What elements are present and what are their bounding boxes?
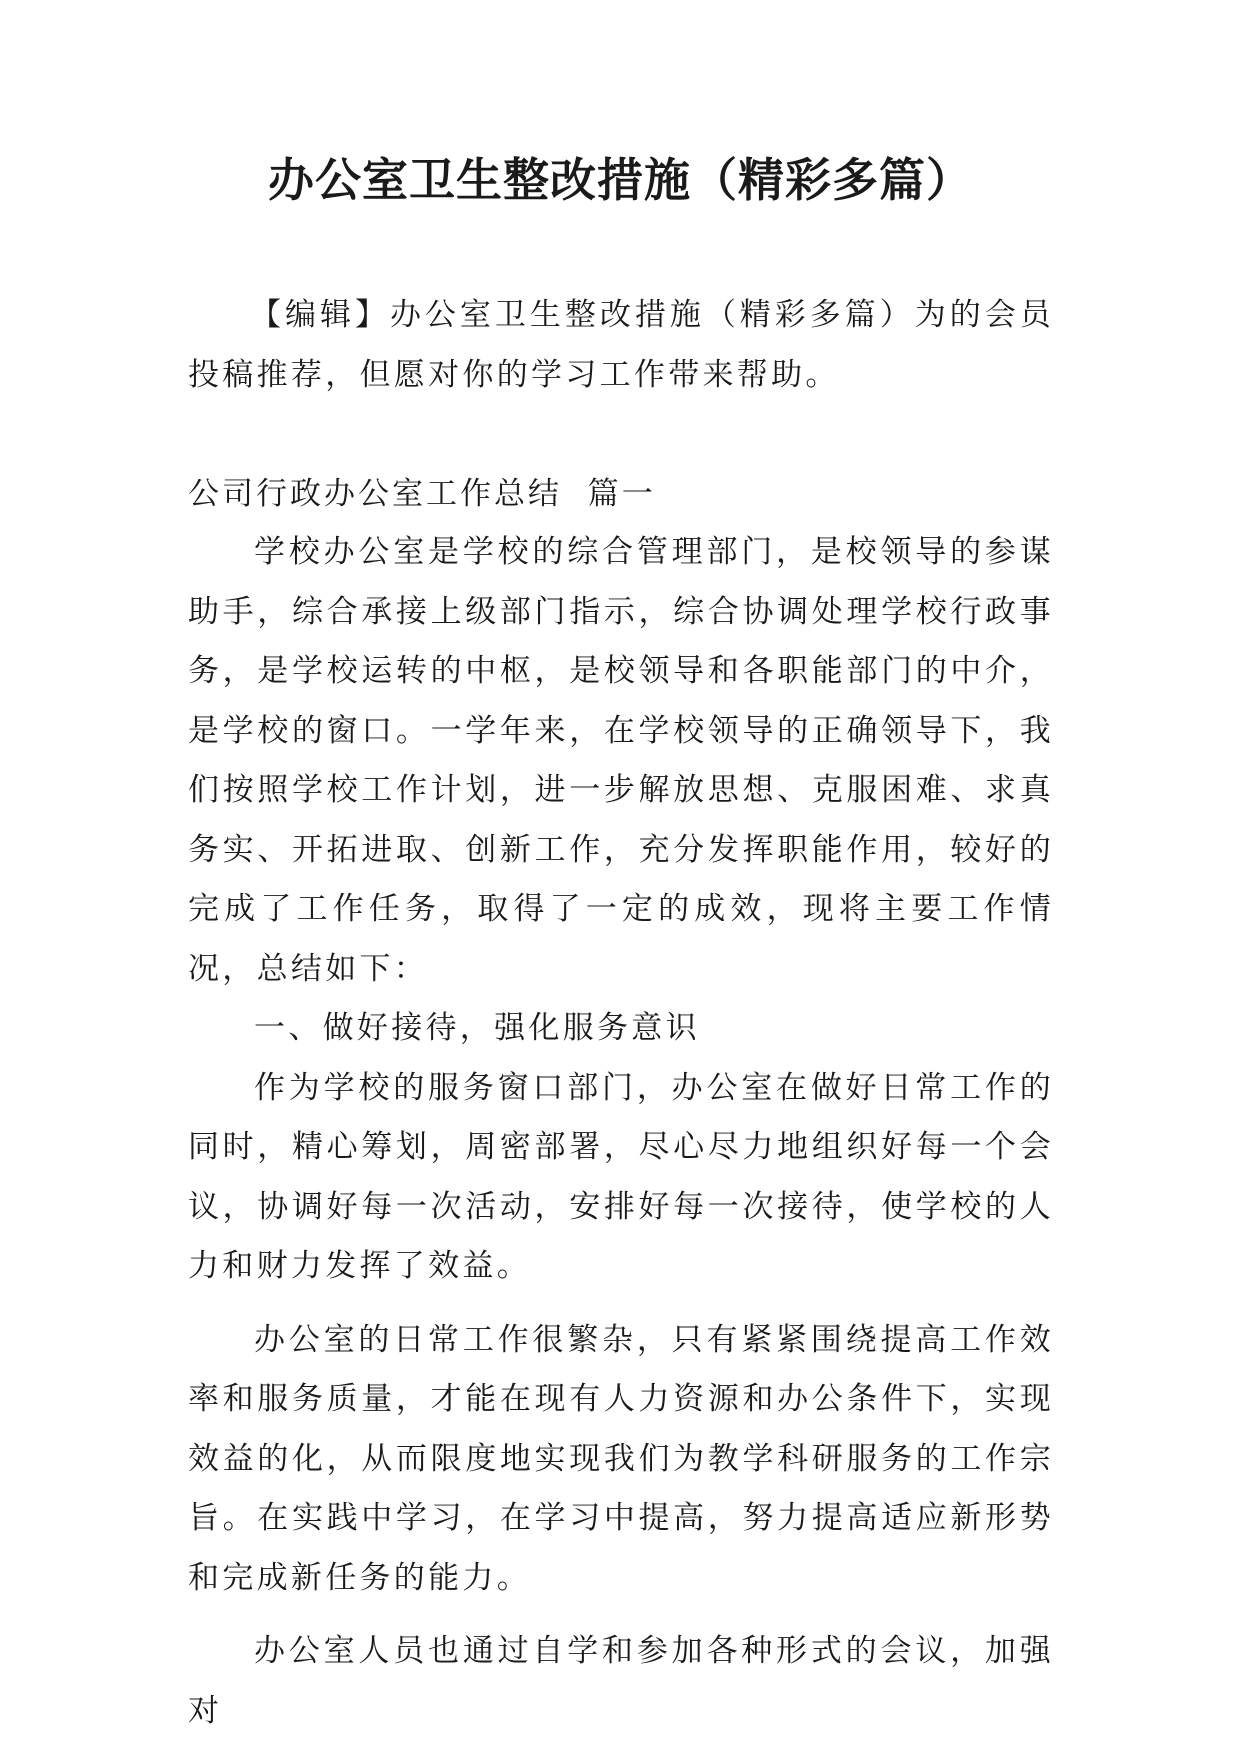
paragraph-overview: 学校办公室是学校的综合管理部门，是校领导的参谋助手，综合承接上级部门指示，综合协调处理学校行政事务，是学校运转的中枢，是校领导和各职能部门的中介，是学校的窗口。一学年来，在学校领导的正确领导下，我们按照学校工作计划，进一步解放思想、克服困难、求真务实、开拓进取、创新工作，充分发挥职能作用，较好的完成了工作任务，取得了一定的成效，现将主要工作情况，总结如下： (188, 534, 1054, 987)
document-title: 办公室卫生整改措施（精彩多篇） (268, 153, 973, 207)
section-heading: 公司行政办公室工作总结 篇一 (188, 476, 656, 512)
intro-paragraph: 【编辑】办公室卫生整改措施（精彩多篇）为的会员投稿推荐，但愿对你的学习工作带来帮助。 (188, 297, 1054, 393)
article-body (188, 523, 1054, 1741)
subheading-reception: 一、做好接待，强化服务意识 (254, 1010, 700, 1046)
paragraph-daily-work: 办公室的日常工作很繁杂，只有紧紧围绕提高工作效率和服务质量，才能在现有人力资源和办公条件下，实现效益的化，从而限度地实现我们为教学科研服务的工作宗旨。在实践中学习，在学习中提高，努力提高适应新形势和完成新任务的能力。 (188, 1321, 1054, 1596)
paragraph-self-study: 办公室人员也通过自学和参加各种形式的会议，加强对 (188, 1633, 1054, 1729)
paragraph-service-window: 作为学校的服务窗口部门，办公室在做好日常工作的同时，精心筹划，周密部署，尽心尽力地组织好每一个会议，协调好每一次活动，安排好每一次接待，使学校的人力和财力发挥了效益。 (188, 1069, 1054, 1284)
